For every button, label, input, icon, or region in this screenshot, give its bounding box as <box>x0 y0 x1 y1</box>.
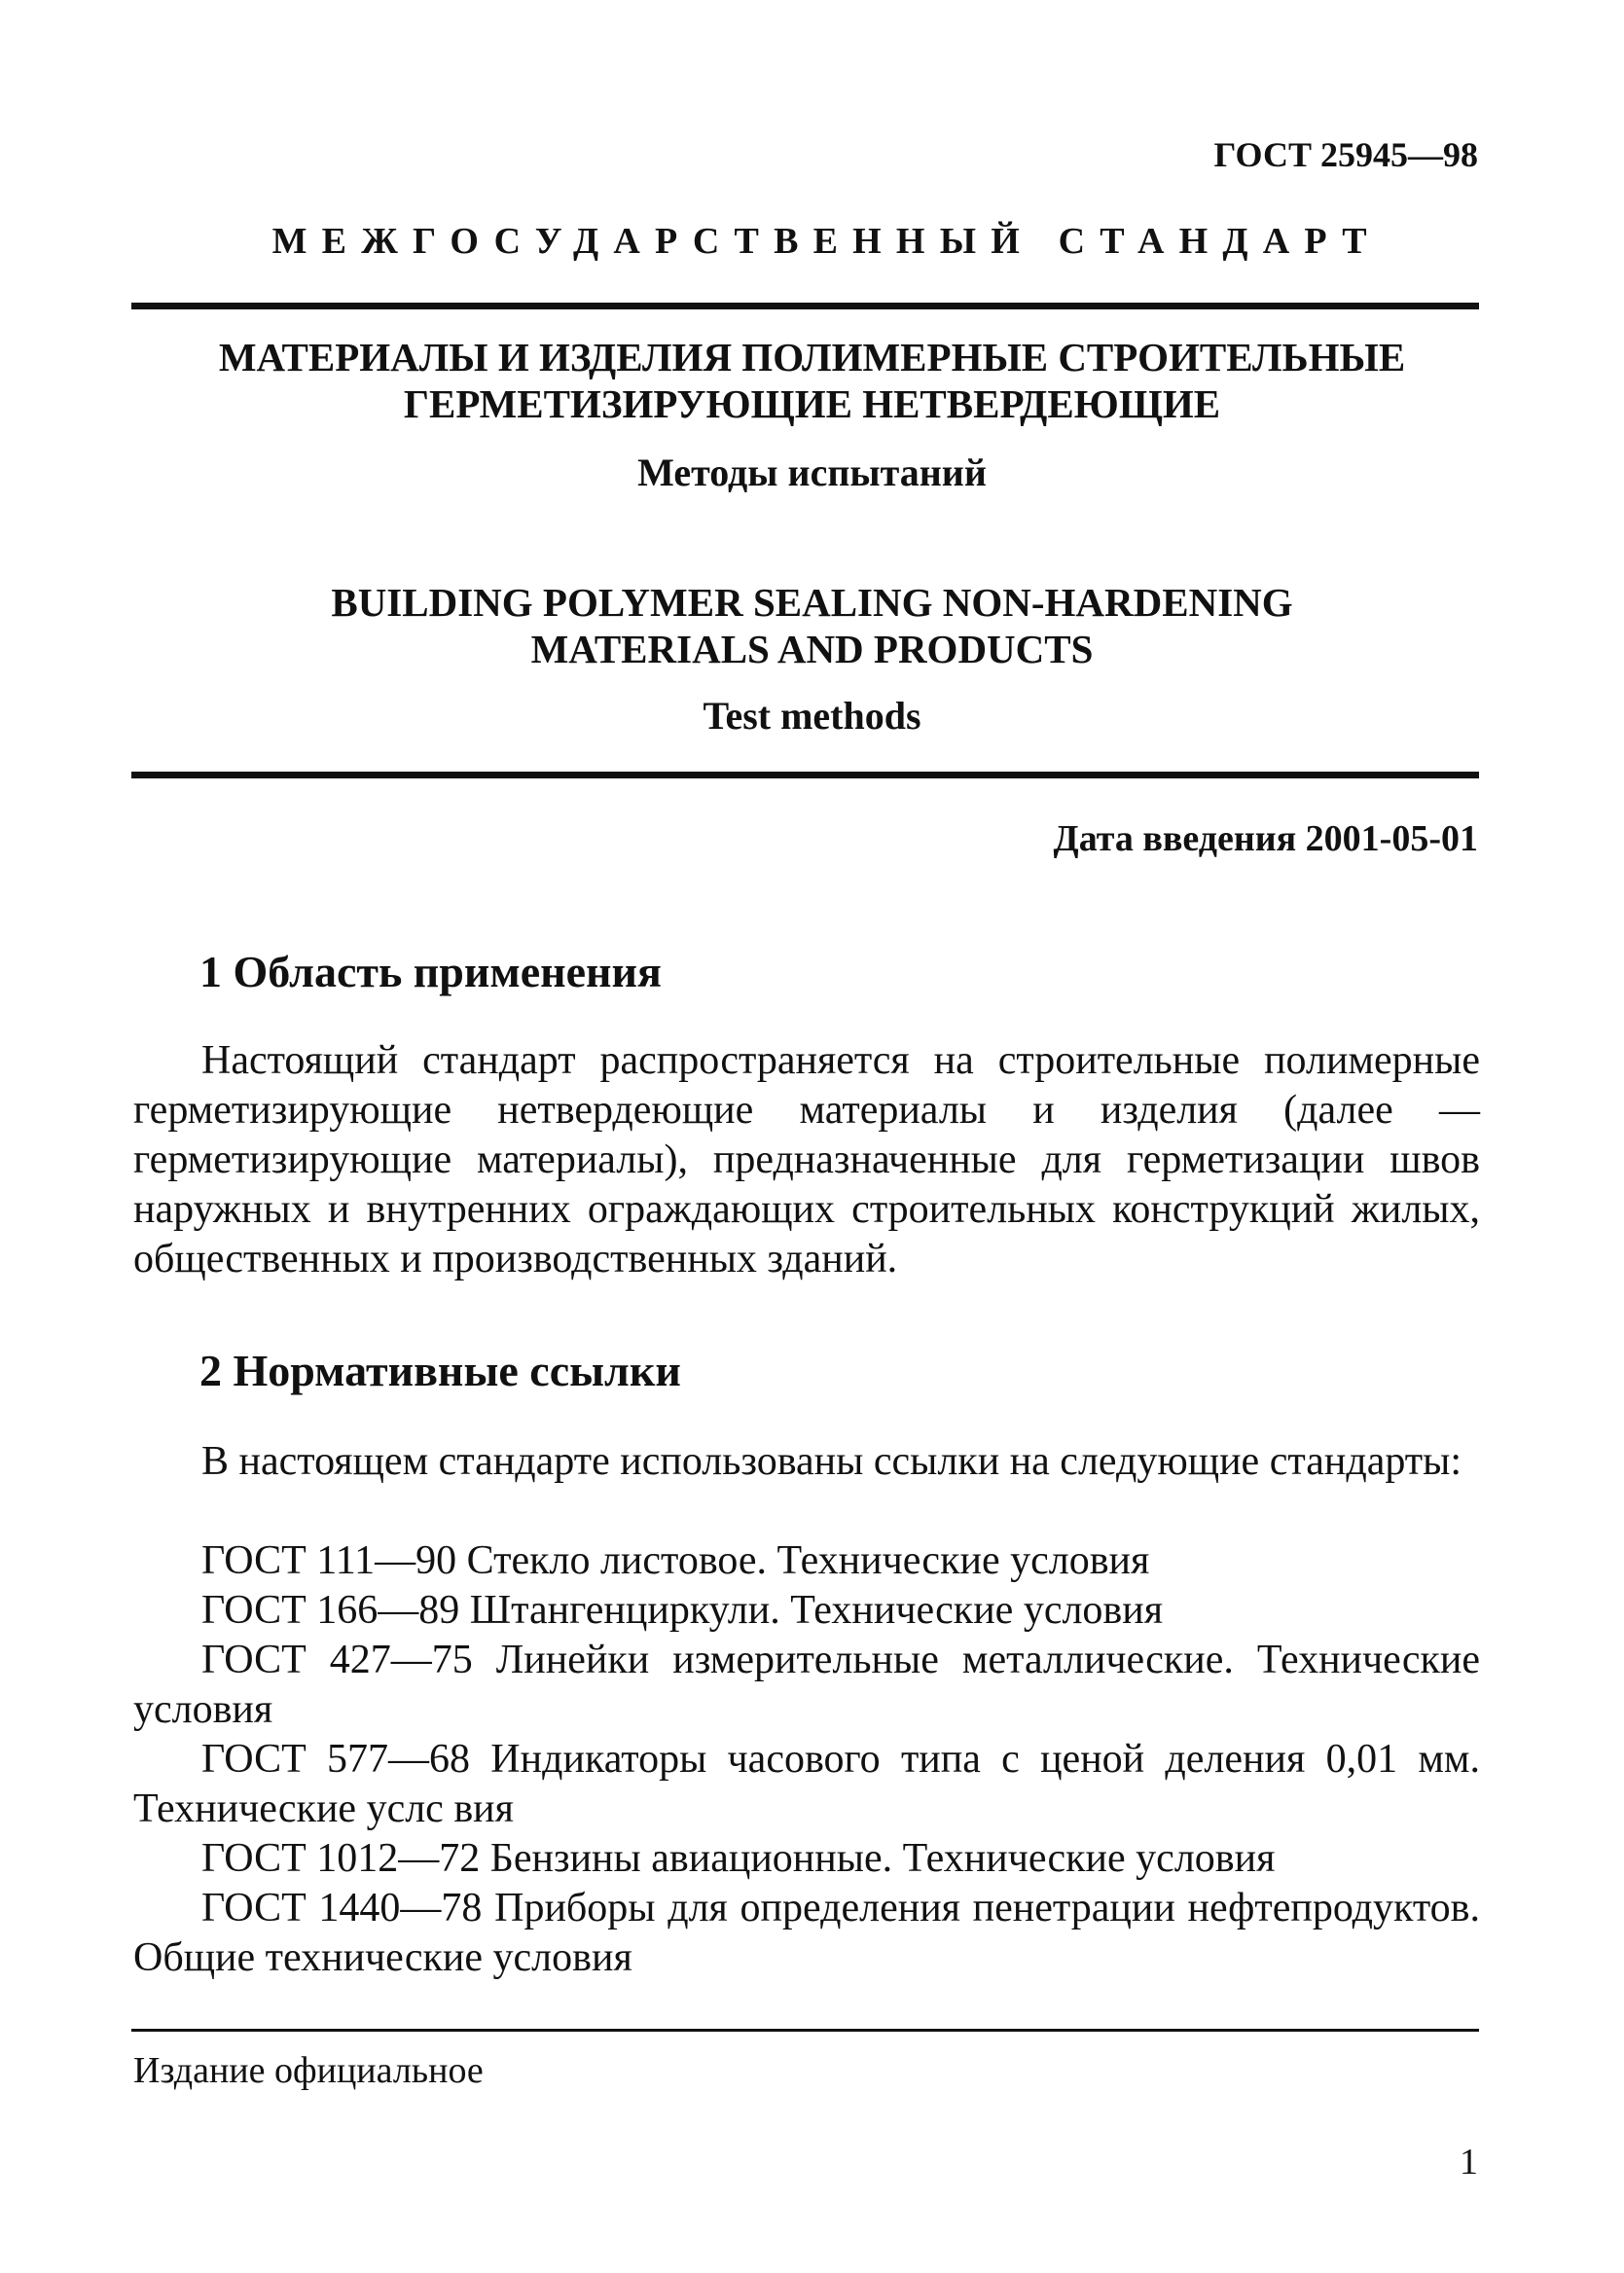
reference-item: ГОСТ 1440—78 Приборы для определения пенетрации нефтепродуктов. Общие технические условия <box>133 1886 1480 1980</box>
section-text-normative-references: В настоящем стандарте использованы ссылки на следующие стандарты: <box>201 1439 1462 1484</box>
title-en <box>0 579 1624 672</box>
edition-label: Издание официальное <box>133 2050 484 2091</box>
reference-item: ГОСТ 577—68 Индикаторы часового типа с ценой деления 0,01 мм. Технические услс вия <box>133 1737 1480 1831</box>
introduction-date: Дата введения 2001-05-01 <box>1053 818 1478 859</box>
title-en-line-2: MATERIALS AND PRODUCTS <box>530 627 1094 671</box>
title-ru <box>0 334 1624 427</box>
reference-item: ГОСТ 111—90 Стекло листовое. Технические условия <box>201 1538 1150 1583</box>
section-heading-normative-references: 2 Нормативные ссылки <box>199 1346 681 1395</box>
reference-item: ГОСТ 427—75 Линейки измерительные металлические. Технические условия <box>133 1638 1480 1732</box>
subtitle-en: Test methods <box>703 694 921 738</box>
reference-item: ГОСТ 1012—72 Бензины авиационные. Технические условия <box>201 1836 1276 1881</box>
reference-item: ГОСТ 166—89 Штангенциркули. Технические условия <box>201 1588 1164 1633</box>
section-text-scope: Настоящий стандарт распространяется на строительные полимерные герметизирующие нетвердеющие материалы и изделия (далее — герметизирующие материалы), предназначенные для герметизации швов наружных и внутренних ограждающих строительных конструкций жилых, общественных и производственных зданий. <box>133 1038 1480 1281</box>
document-code: ГОСТ 25945—98 <box>1213 135 1478 174</box>
footer-rule <box>131 2029 1479 2032</box>
interstate-standard-label: МЕЖГОСУДАРСТВЕННЫЙ СТАНДАРТ <box>271 221 1382 262</box>
title-bottom-rule <box>131 772 1479 778</box>
top-rule <box>131 303 1479 309</box>
title-en-line-1: BUILDING POLYMER SEALING NON-HARDENING <box>331 580 1293 625</box>
section-heading-scope: 1 Область применения <box>199 947 662 996</box>
reference-list <box>133 1536 1480 1983</box>
title-ru-line-1: МАТЕРИАЛЫ И ИЗДЕЛИЯ ПОЛИМЕРНЫЕ СТРОИТЕЛЬНЫЕ <box>218 335 1406 379</box>
title-ru-line-2: ГЕРМЕТИЗИРУЮЩИЕ НЕТВЕРДЕЮЩИЕ <box>403 381 1221 426</box>
page-number: 1 <box>1460 2142 1478 2183</box>
subtitle-ru: Методы испытаний <box>637 451 987 494</box>
